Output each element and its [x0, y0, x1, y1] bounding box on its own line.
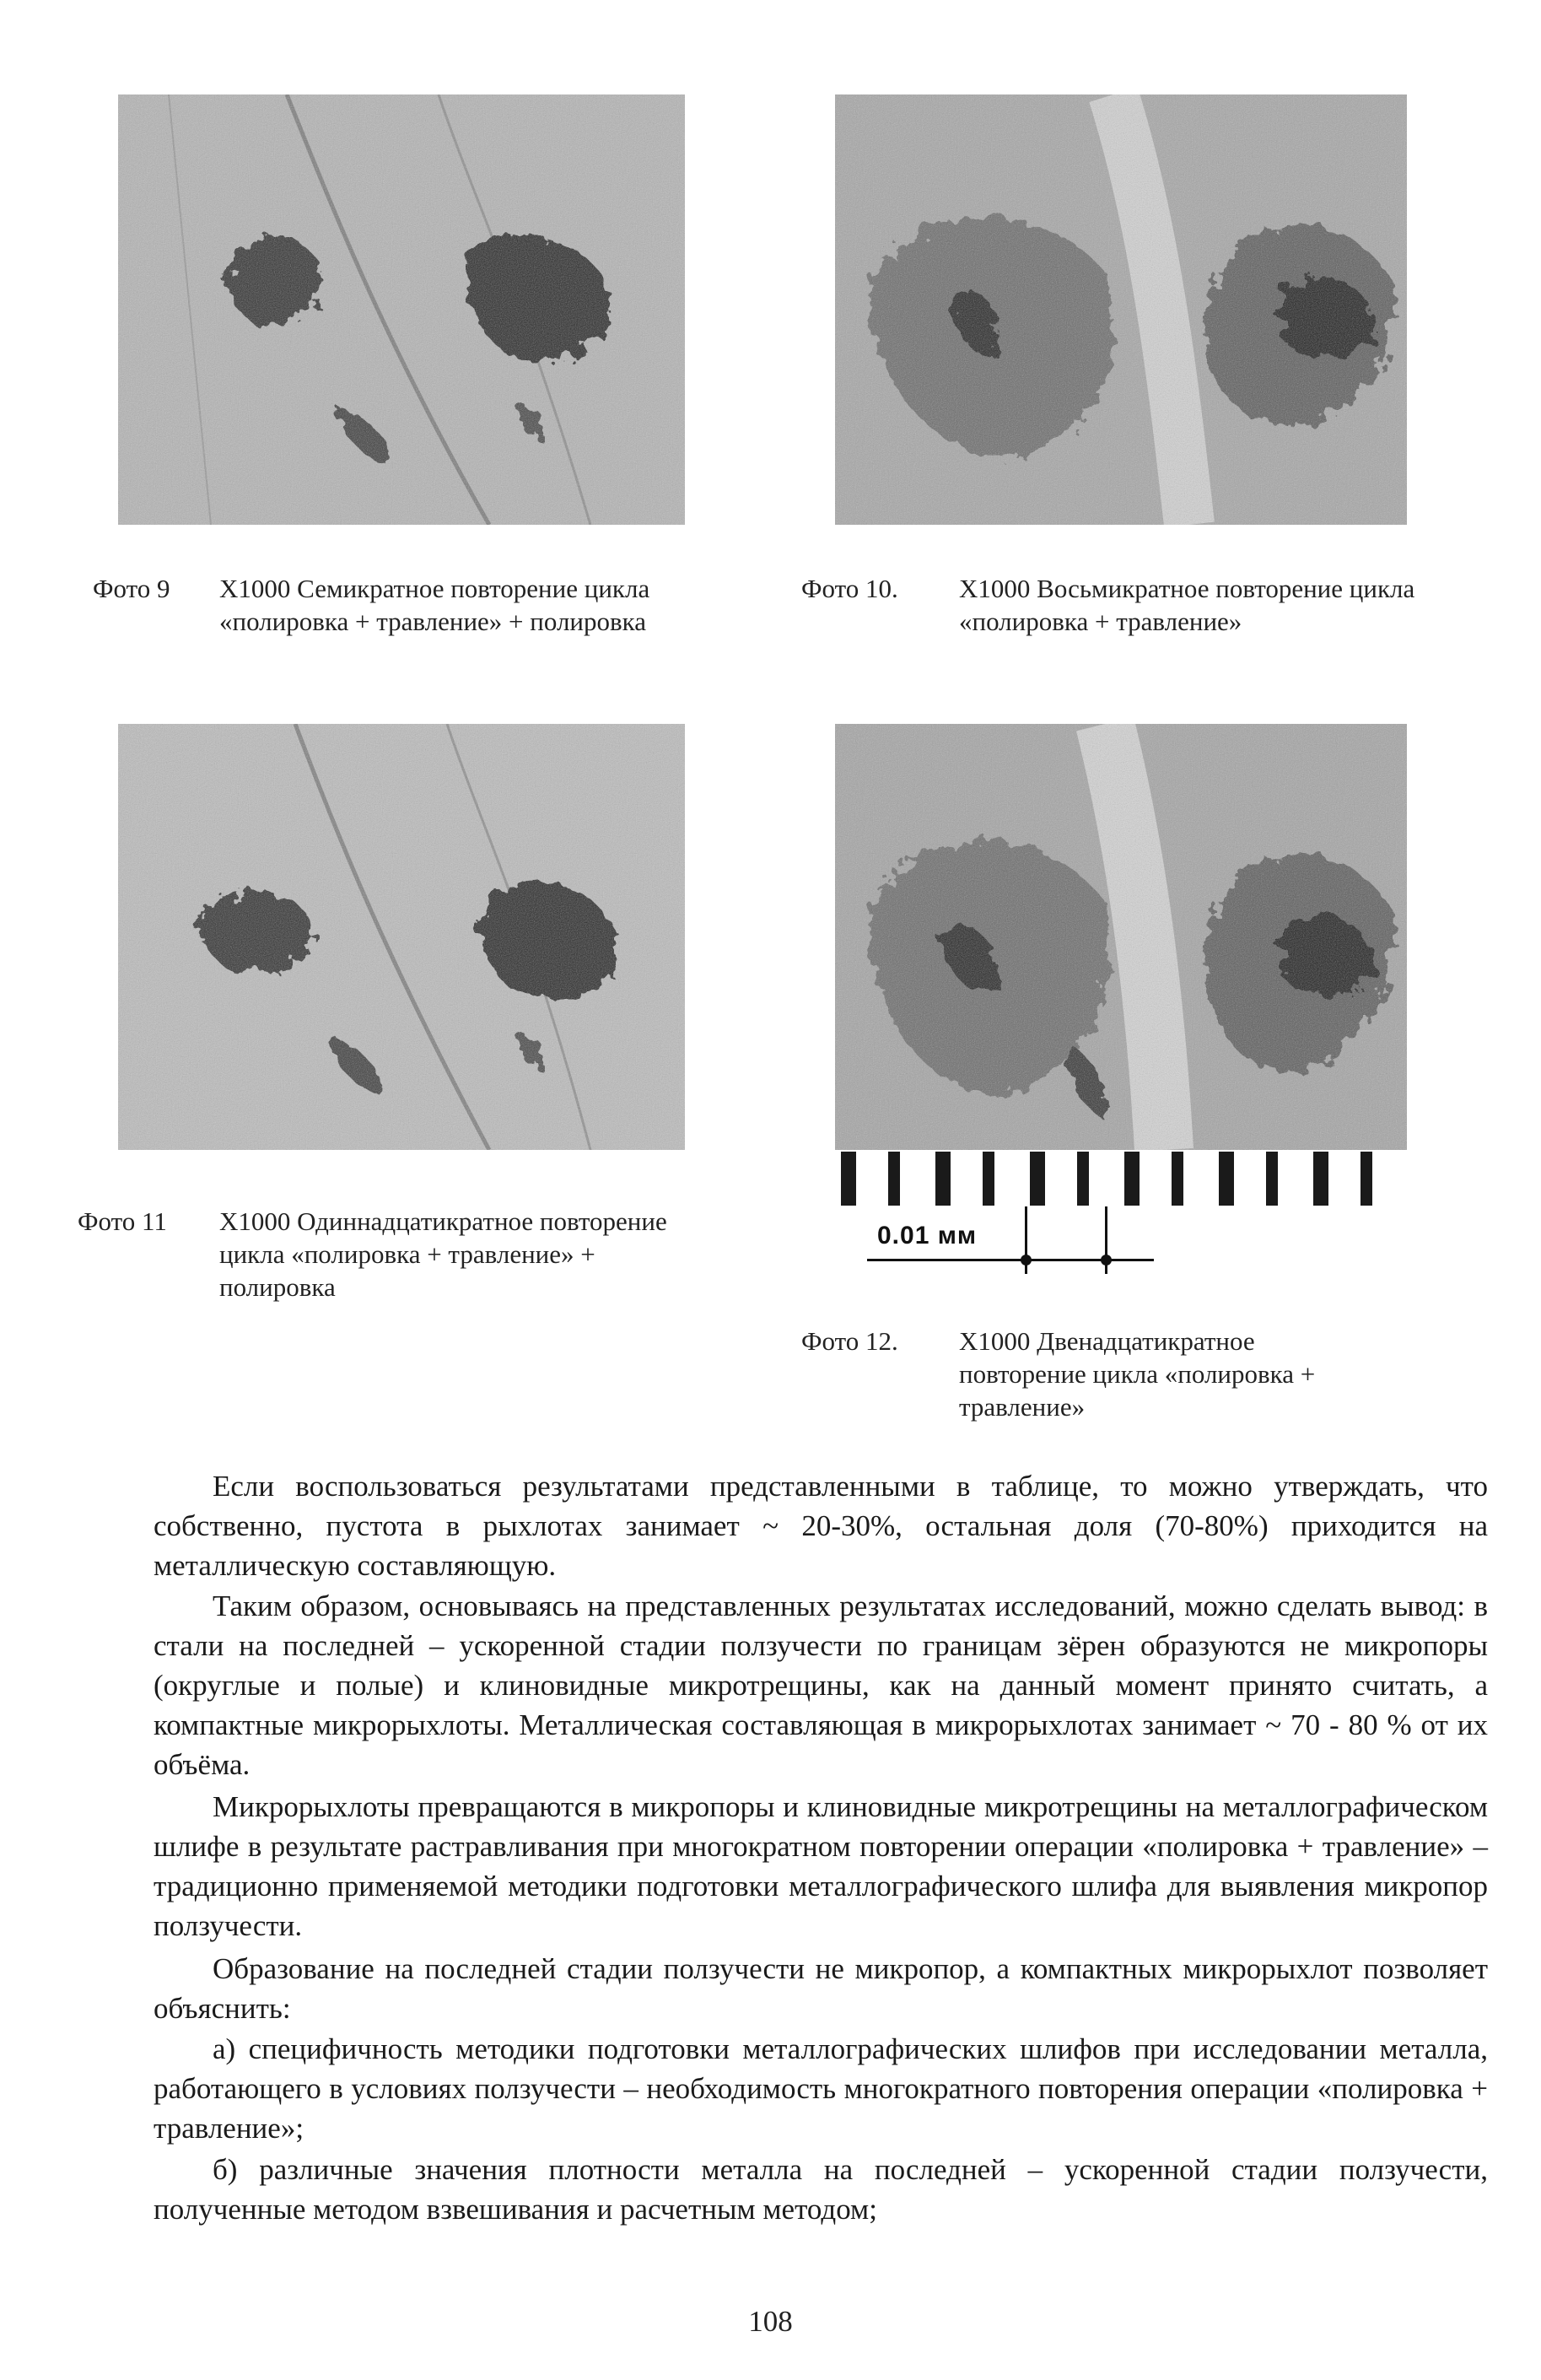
- scale-tick: [1077, 1152, 1089, 1206]
- scale-label: 0.01 мм: [877, 1222, 978, 1249]
- paragraph-3: Микрорыхлоты превращаются в микропоры и клиновидные микротрещины на металлографическом шлифе в результате растравливания при многократном повторении операции «полировка + травление» – традиционно применяемой методики подготовки металлографического шлифа для выявления микропор ползучести.: [154, 1790, 1488, 1942]
- caption-photo-9: [93, 572, 734, 682]
- paragraph-4: Образование на последней стадии ползучести не микропор, а компактных микрорыхлот позволяет объяснить:: [154, 1952, 1488, 2025]
- scale-tick: [1266, 1152, 1278, 1206]
- paragraph-6: б) различные значения плотности металла на последней – ускоренной стадии ползучести, полученные методом взвешивания и расчетным методом;: [154, 2153, 1488, 2226]
- caption-label: Фото 11: [78, 1206, 167, 1236]
- paragraph-1: Если воспользоваться результатами представленными в таблице, то можно утверждать, что собственно, пустота в рыхлотах занимает ~ 20-30%, остальная доля (70-80%) приходится на металлическую составляющую.: [154, 1470, 1488, 1582]
- caption-photo-12: [801, 1325, 1459, 1434]
- scale-measure-dot: [1021, 1255, 1032, 1266]
- caption-label: Фото 9: [93, 574, 170, 603]
- scale-tick: [983, 1152, 994, 1206]
- scale-tick: [1219, 1152, 1234, 1206]
- scale-bar: [834, 1152, 1406, 1206]
- photo-10-micrograph: [835, 94, 1407, 525]
- photo-9-micrograph: [118, 94, 685, 525]
- photo-12-micrograph: [835, 724, 1407, 1150]
- scale-tick: [1124, 1152, 1140, 1206]
- paragraph-2: Таким образом, основываясь на представленных результатах исследований, можно сделать вывод: в стали на последней – ускоренной стадии ползучести по границам зёрен образуются не микропоры (округлые и полые) и клиновидные микротрещины, как на данный момент принято считать, а компактные микрорыхлоты. Металлическая составляющая в микрорыхлотах занимает ~ 70 - 80 % от их объёма.: [154, 1589, 1488, 1781]
- caption-text: Х1000 Восьмикратное повторение цикла «полировка + травление»: [959, 574, 1415, 636]
- scale-measure-dot: [1101, 1255, 1112, 1266]
- scale-tick: [888, 1152, 900, 1206]
- scale-tick: [1030, 1152, 1045, 1206]
- page-number: 108: [748, 2305, 793, 2338]
- photo-11-micrograph: [118, 724, 685, 1150]
- scale-tick: [935, 1152, 951, 1206]
- caption-text: Х1000 Одиннадцатикратное повторение цикла «полировка + травление» + полировка: [219, 1206, 667, 1302]
- caption-text: Х1000 Двенадцатикратное повторение цикла «полировка + травление»: [959, 1326, 1316, 1422]
- scale-tick: [841, 1152, 856, 1206]
- paragraph-5: а) специфичность методики подготовки металлографических шлифов при исследовании металла, работающего в условиях ползучести – необходимость многократного повторения операции «полировка + травление»;: [154, 2032, 1488, 2145]
- scale-tick: [1313, 1152, 1328, 1206]
- scale-tick: [1360, 1152, 1372, 1206]
- caption-label: Фото 12.: [801, 1326, 898, 1356]
- caption-photo-11: [78, 1205, 735, 1314]
- caption-photo-10: [801, 572, 1459, 648]
- caption-text: Х1000 Семикратное повторение цикла «полировка + травление» + полировка: [219, 574, 650, 636]
- caption-label: Фото 10.: [801, 574, 898, 603]
- scale-tick: [1172, 1152, 1183, 1206]
